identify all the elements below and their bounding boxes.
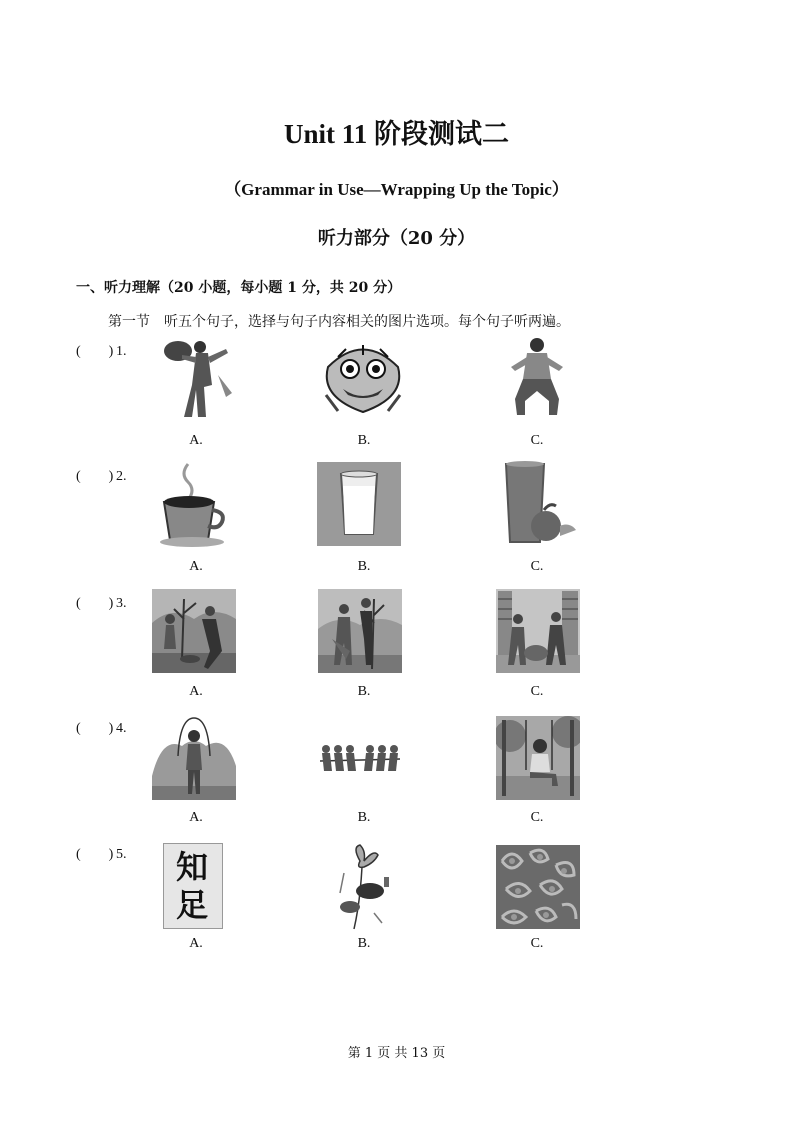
option-label-c: C. <box>530 559 544 574</box>
option-label-b: B. <box>357 559 371 574</box>
carving-icon <box>496 845 580 929</box>
watering-tree-icon <box>318 589 402 673</box>
tug-of-war-icon <box>318 741 402 775</box>
option-label-c: C. <box>530 433 544 448</box>
option-label-b: B. <box>357 684 371 699</box>
jump-rope-icon <box>152 716 236 800</box>
answer-paren[interactable]: ( ) <box>76 469 114 484</box>
planting-tree-icon <box>152 589 236 673</box>
part-heading: 听力部分（20 分） <box>317 228 476 249</box>
question-5 <box>76 843 127 863</box>
question-3 <box>76 592 127 612</box>
lotus-painting-icon <box>330 843 396 931</box>
option-label-b: B. <box>357 810 371 825</box>
option-label-b: B. <box>357 936 371 951</box>
question-number: 5. <box>116 847 127 862</box>
orange-juice-icon <box>500 460 578 546</box>
option-label-a: A. <box>189 684 203 699</box>
question-4 <box>76 717 127 737</box>
option-label-b: B. <box>357 433 371 448</box>
answer-paren[interactable]: ( ) <box>76 596 114 611</box>
answer-paren[interactable]: ( ) <box>76 344 114 359</box>
option-label-a: A. <box>189 936 203 951</box>
answer-paren[interactable]: ( ) <box>76 721 114 736</box>
tai-chi-icon <box>505 335 570 420</box>
lion-dance-head-icon <box>318 337 408 417</box>
question-2 <box>76 465 127 485</box>
swing-icon <box>496 716 580 800</box>
question-number: 2. <box>116 469 127 484</box>
page-footer: 第 1 页 共 13 页 <box>347 1046 446 1061</box>
option-label-a: A. <box>189 810 203 825</box>
option-label-a: A. <box>189 559 203 574</box>
section-instruction: 第一节 听五个句子，选择与句子内容相关的图片选项。每个句子听两遍。 <box>108 314 570 330</box>
calligraphy-text: 知足 <box>175 848 208 924</box>
question-number: 3. <box>116 596 127 611</box>
section-heading: 一、听力理解（20 小题，每小题 1 分，共 20 分） <box>76 280 402 296</box>
page-subtitle: （Grammar in Use—Wrapping Up the Topic） <box>224 180 569 199</box>
lion-dance-performer-icon <box>152 335 242 423</box>
question-number: 4. <box>116 721 127 736</box>
calligraphy-icon <box>163 843 223 929</box>
answer-paren[interactable]: ( ) <box>76 847 114 862</box>
option-label-c: C. <box>530 810 544 825</box>
option-label-c: C. <box>530 684 544 699</box>
question-number: 1. <box>116 344 127 359</box>
coffee-cup-icon <box>158 460 228 548</box>
option-label-c: C. <box>530 936 544 951</box>
option-label-a: A. <box>189 433 203 448</box>
question-1 <box>76 340 127 360</box>
cleaning-street-icon <box>496 589 580 673</box>
page-title: Unit 11 阶段测试二 <box>283 119 510 149</box>
milk-glass-icon <box>317 462 401 546</box>
